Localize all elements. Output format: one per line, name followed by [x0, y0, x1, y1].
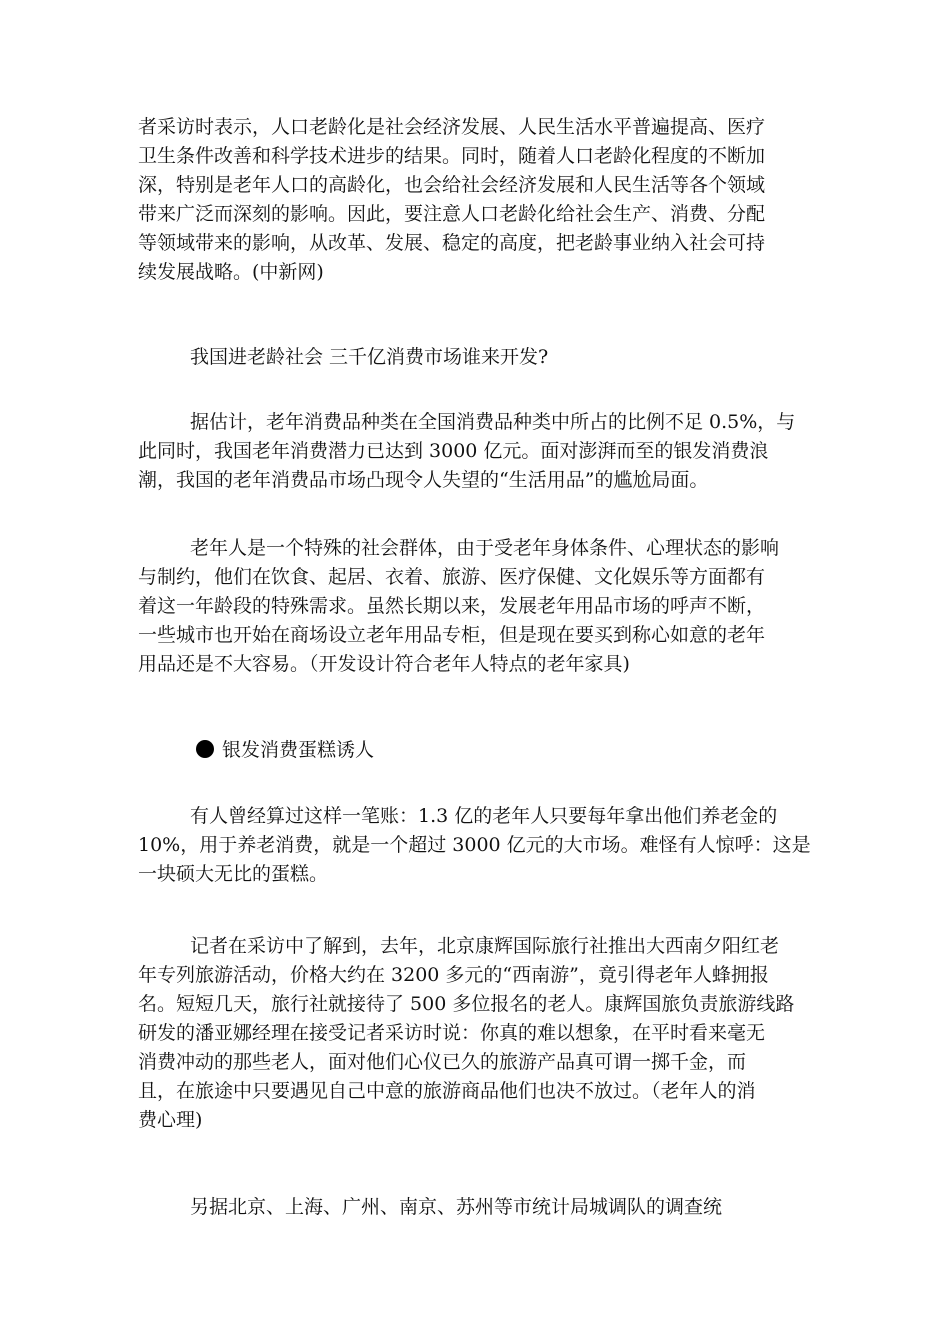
text-line: 着这一年龄段的特殊需求。虽然长期以来，发展老年用品市场的呼声不断，	[138, 595, 766, 617]
text-line: 名。短短几天，旅行社就接待了 500 多位报名的老人。康辉国旅负责旅游线路	[138, 993, 795, 1015]
text-line: 等领域带来的影响，从改革、发展、稳定的高度，把老龄事业纳入社会可持	[138, 232, 766, 254]
paragraph-estimate	[138, 408, 818, 495]
text-line: 记者在采访中了解到，去年，北京康辉国际旅行社推出大西南夕阳红老	[190, 935, 780, 957]
bullet-heading-text: 银发消费蛋糕诱人	[222, 739, 375, 761]
paragraph-travel-agency	[138, 932, 818, 1135]
text-line: 此同时，我国老年消费潜力已达到 3000 亿元。面对澎湃而至的银发消费浪	[138, 440, 769, 462]
paragraph-survey	[138, 1193, 818, 1222]
bullet-dot-icon	[196, 740, 214, 758]
text-line: 深，特别是老年人口的高龄化，也会给社会经济发展和人民生活等各个领域	[138, 174, 766, 196]
text-line: 一些城市也开始在商场设立老年用品专柜，但是现在要买到称心如意的老年	[138, 624, 766, 646]
heading-text: 我国进老龄社会 三千亿消费市场谁来开发?	[190, 346, 549, 368]
text-line: 续发展战略。(中新网)	[138, 261, 324, 283]
paragraph-calculation	[138, 802, 818, 889]
text-line: 费心理)	[138, 1109, 203, 1131]
text-line: 且，在旅途中只要遇见自己中意的旅游商品他们也决不放过。（老年人的消	[138, 1080, 756, 1102]
paragraph-special-group	[138, 534, 818, 679]
text-line: 一块硕大无比的蛋糕。	[138, 863, 329, 885]
text-line: 用品还是不大容易。（开发设计符合老年人特点的老年家具)	[138, 653, 630, 675]
text-line: 消费冲动的那些老人，面对他们心仪已久的旅游产品真可谓一掷千金，而	[138, 1051, 747, 1073]
text-line: 据估计，老年消费品种类在全国消费品种类中所占的比例不足 0.5%，与	[190, 411, 796, 433]
text-line: 者采访时表示，人口老龄化是社会经济发展、人民生活水平普遍提高、医疗	[138, 116, 766, 138]
text-line: 年专列旅游活动，价格大约在 3200 多元的“西南游”，竟引得老年人蜂拥报	[138, 964, 769, 986]
bullet-heading	[138, 736, 818, 765]
text-line: 潮，我国的老年消费品市场凸现令人失望的“生活用品”的尴尬局面。	[138, 469, 709, 491]
text-line: 老年人是一个特殊的社会群体，由于受老年身体条件、心理状态的影响	[190, 537, 780, 559]
text-line: 研发的潘亚娜经理在接受记者采访时说：你真的难以想象，在平时看来毫无	[138, 1022, 766, 1044]
section-heading-market	[138, 343, 818, 372]
text-line: 10%，用于养老消费，就是一个超过 3000 亿元的大市场。难怪有人惊呼：这是	[138, 834, 811, 856]
paragraph-aging-impact	[138, 113, 818, 287]
text-line: 有人曾经算过这样一笔账：1.3 亿的老年人只要每年拿出他们养老金的	[190, 805, 778, 827]
text-line: 卫生条件改善和科学技术进步的结果。同时，随着人口老龄化程度的不断加	[138, 145, 766, 167]
bullet-line	[138, 736, 818, 765]
text-line: 带来广泛而深刻的影响。因此，要注意人口老龄化给社会生产、消费、分配	[138, 203, 766, 225]
text-line: 与制约，他们在饮食、起居、衣着、旅游、医疗保健、文化娱乐等方面都有	[138, 566, 766, 588]
text-line: 另据北京、上海、广州、南京、苏州等市统计局城调队的调查统	[190, 1196, 723, 1218]
